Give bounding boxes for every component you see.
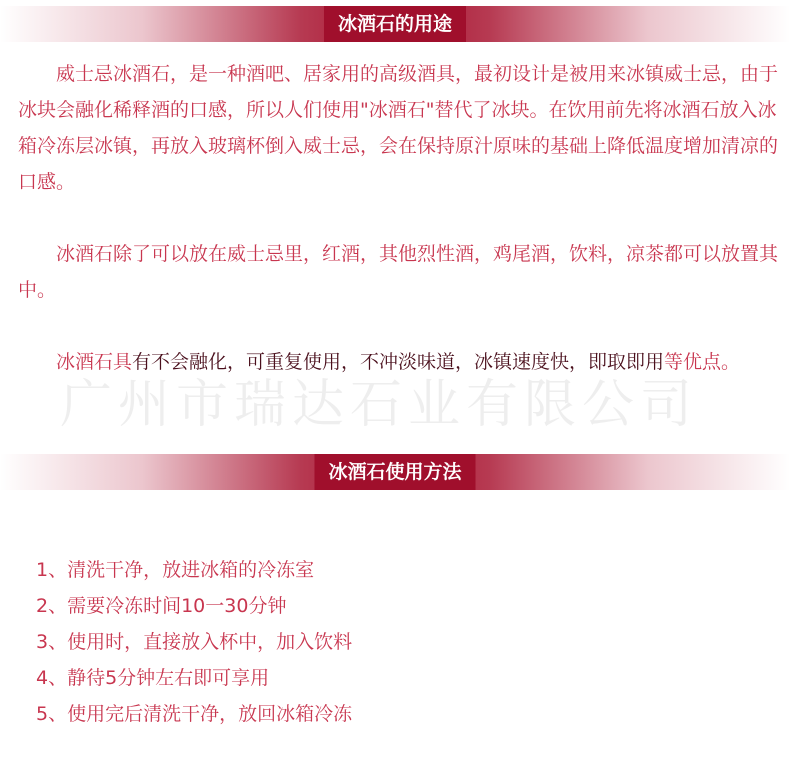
company-watermark: 广州市瑞达石业有限公司 xyxy=(60,375,699,435)
usage-paragraph-2: 冰酒石除了可以放在威士忌里，红酒，其他烈性酒，鸡尾酒，饮料，凉茶都可以放置其中。 xyxy=(18,243,779,301)
step-item: 3、使用时，直接放入杯中，加入饮料 xyxy=(36,631,353,653)
step-item: 1、清洗干净，放进冰箱的冷冻室 xyxy=(36,559,315,581)
usage-section-title: 冰酒石的用途 xyxy=(324,6,466,42)
paragraph-3-part-c: 用 xyxy=(645,351,665,373)
step-item: 2、需要冷冻时间10一30分钟 xyxy=(36,595,287,617)
method-section-title: 冰酒石使用方法 xyxy=(314,454,475,490)
usage-steps-list xyxy=(36,552,352,732)
method-section-banner xyxy=(0,454,790,490)
paragraph-3-part-b: 有不会融化，可重复使用，不冲淡味道，冰镇速度快，即取即 xyxy=(132,351,646,373)
paragraph-3-part-d: 等优点。 xyxy=(664,351,741,373)
usage-section-banner xyxy=(0,6,790,42)
step-item: 5、使用完后清洗干净，放回冰箱冷冻 xyxy=(36,703,353,725)
step-item: 4、静待5分钟左右即可享用 xyxy=(36,667,270,689)
paragraph-3-part-a: 冰酒石具 xyxy=(56,351,133,373)
usage-paragraph-3 xyxy=(18,344,778,380)
usage-paragraph-1: 威士忌冰酒石，是一种酒吧、居家用的高级酒具，最初设计是被用来冰镇威士忌，由于冰块会融化稀释酒的口感，所以人们使用"冰酒石"替代了冰块。在饮用前先将冰酒石放入冰箱冷冻层冰镇，再放入玻璃杯倒入威士忌，会在保持原汁原味的基础上降低温度增加清凉的口感。 xyxy=(18,63,779,193)
